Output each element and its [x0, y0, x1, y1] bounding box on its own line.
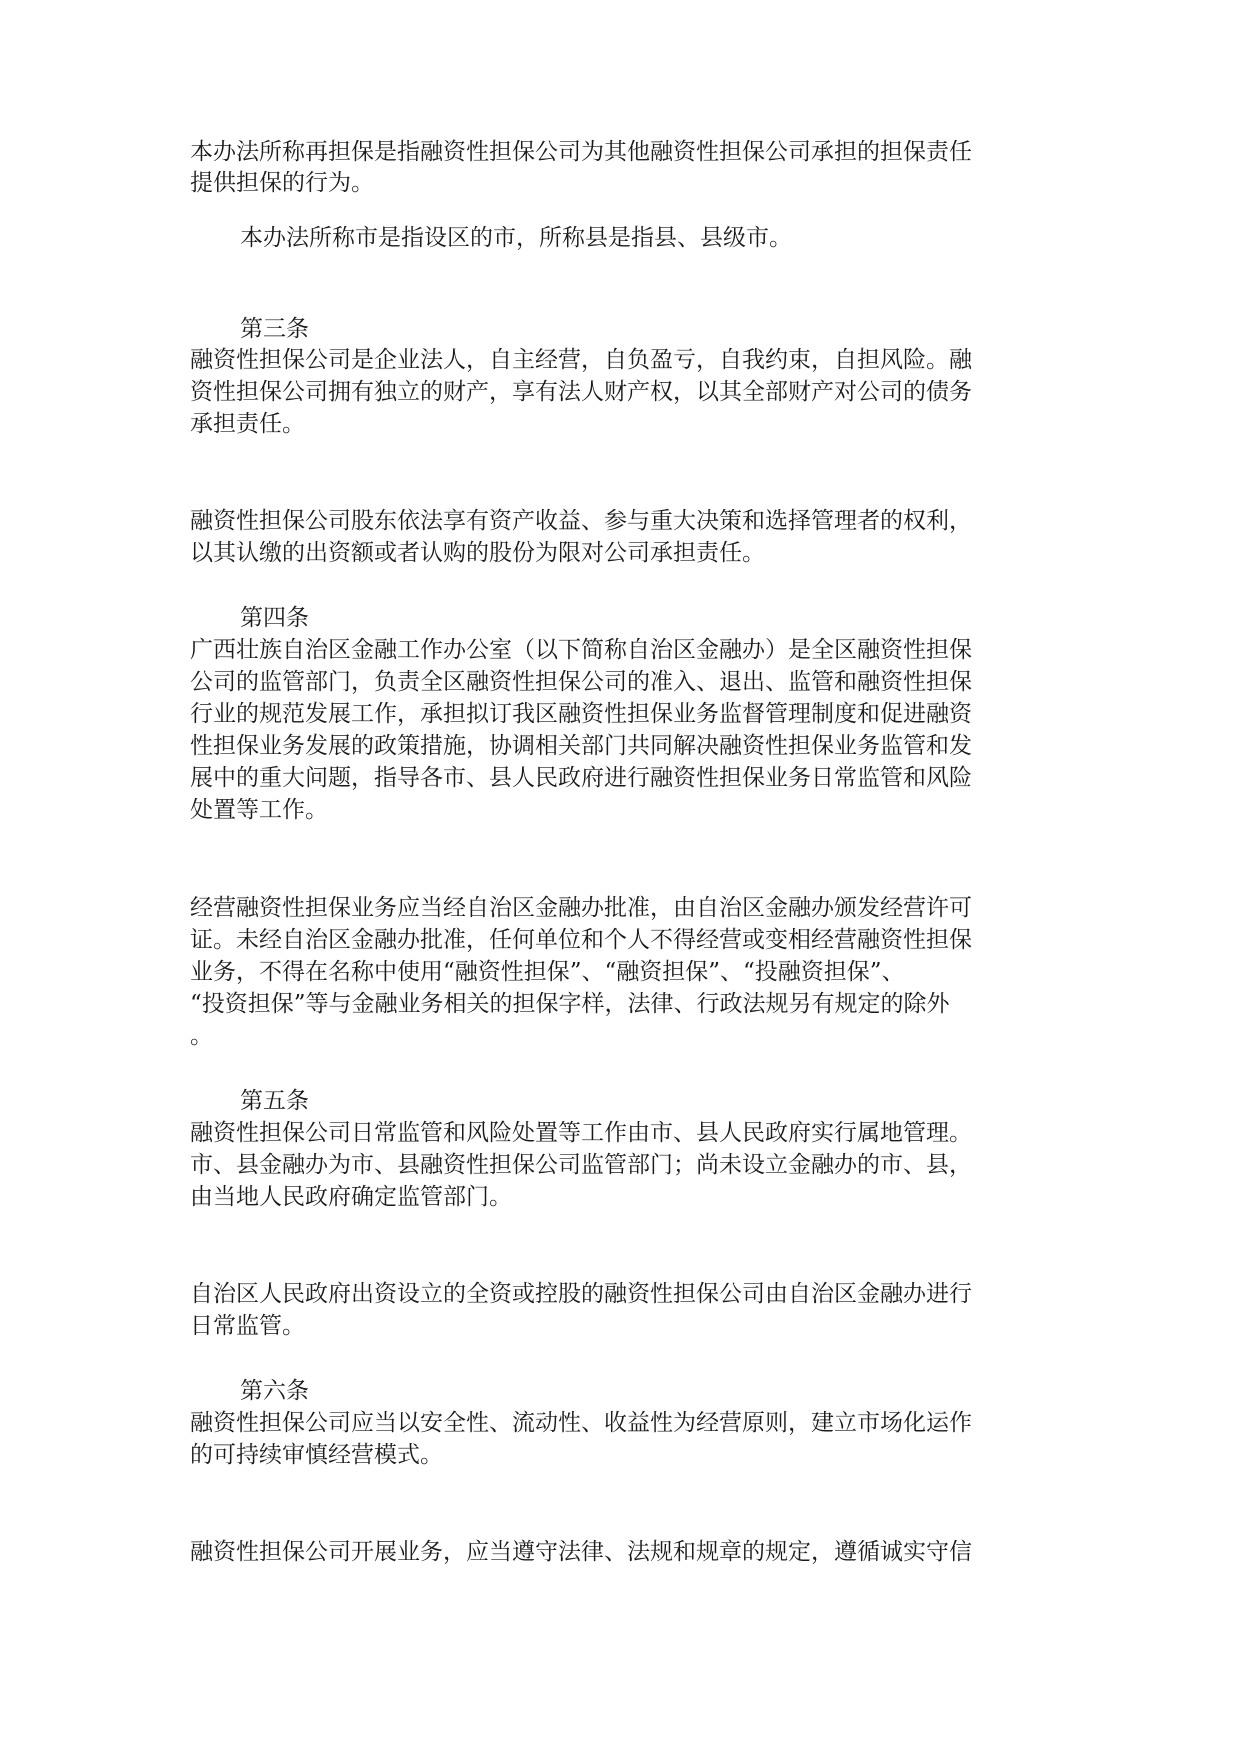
paragraph-line: 融资性担保公司应当以安全性、流动性、收益性为经营原则，建立市场化运作 — [190, 1410, 972, 1436]
paragraph-line: 的可持续审慎经营模式。 — [190, 1442, 443, 1468]
paragraph-line: 融资性担保公司开展业务，应当遵守法律、法规和规章的规定，遵循诚实守信 — [190, 1539, 972, 1565]
article-heading: 第五条 — [240, 1088, 309, 1114]
paragraph-line: 证。未经自治区金融办批准，任何单位和个人不得经营或变相经营融资性担保 — [190, 927, 972, 953]
paragraph-line: 融资性担保公司是企业法人，自主经营，自负盈亏，自我约束，自担风险。融 — [190, 347, 972, 373]
paragraph-line: 由当地人民政府确定监管部门。 — [190, 1184, 512, 1210]
paragraph-line: 公司的监管部门，负责全区融资性担保公司的准入、退出、监管和融资性担保 — [190, 669, 972, 695]
paragraph-line: 本办法所称市是指设区的市，所称县是指县、县级市。 — [240, 225, 792, 251]
paragraph-line: 资性担保公司拥有独立的财产，享有法人财产权，以其全部财产对公司的债务 — [190, 379, 972, 405]
paragraph-line: 以其认缴的出资额或者认购的股份为限对公司承担责任。 — [190, 540, 765, 566]
paragraph-line: 本办法所称再担保是指融资性担保公司为其他融资性担保公司承担的担保责任 — [190, 139, 972, 165]
paragraph-line: 展中的重大问题，指导各市、县人民政府进行融资性担保业务日常监管和风险 — [190, 765, 972, 791]
paragraph-line: 融资性担保公司股东依法享有资产收益、参与重大决策和选择管理者的权利， — [190, 508, 972, 534]
article-heading: 第三条 — [240, 316, 309, 342]
paragraph-line: 行业的规范发展工作，承担拟订我区融资性担保业务监督管理制度和促进融资 — [190, 701, 972, 727]
paragraph-line: 经营融资性担保业务应当经自治区金融办批准，由自治区金融办颁发经营许可 — [190, 895, 972, 921]
paragraph-line: 提供担保的行为。 — [190, 170, 374, 196]
paragraph-line: 日常监管。 — [190, 1313, 305, 1339]
paragraph-line: 性担保业务发展的政策措施，协调相关部门共同解决融资性担保业务监管和发 — [190, 733, 972, 759]
article-heading: 第六条 — [240, 1378, 309, 1404]
article-heading: 第四条 — [240, 605, 309, 631]
paragraph-line: 。 — [190, 1023, 213, 1049]
paragraph-line: “投资担保”等与金融业务相关的担保字样，法律、行政法规另有规定的除外 — [190, 991, 950, 1017]
paragraph-line: 市、县金融办为市、县融资性担保公司监管部门；尚未设立金融办的市、县， — [190, 1152, 972, 1178]
paragraph-line: 业务，不得在名称中使用“融资性担保”、“融资担保”、“投融资担保”、 — [190, 959, 905, 985]
paragraph-line: 承担责任。 — [190, 411, 305, 437]
paragraph-line: 融资性担保公司日常监管和风险处置等工作由市、县人民政府实行属地管理。 — [190, 1120, 972, 1146]
paragraph-line: 自治区人民政府出资设立的全资或控股的融资性担保公司由自治区金融办进行 — [190, 1281, 972, 1307]
paragraph-line: 广西壮族自治区金融工作办公室（以下简称自治区金融办）是全区融资性担保 — [190, 637, 972, 663]
paragraph-line: 处置等工作。 — [190, 797, 328, 823]
